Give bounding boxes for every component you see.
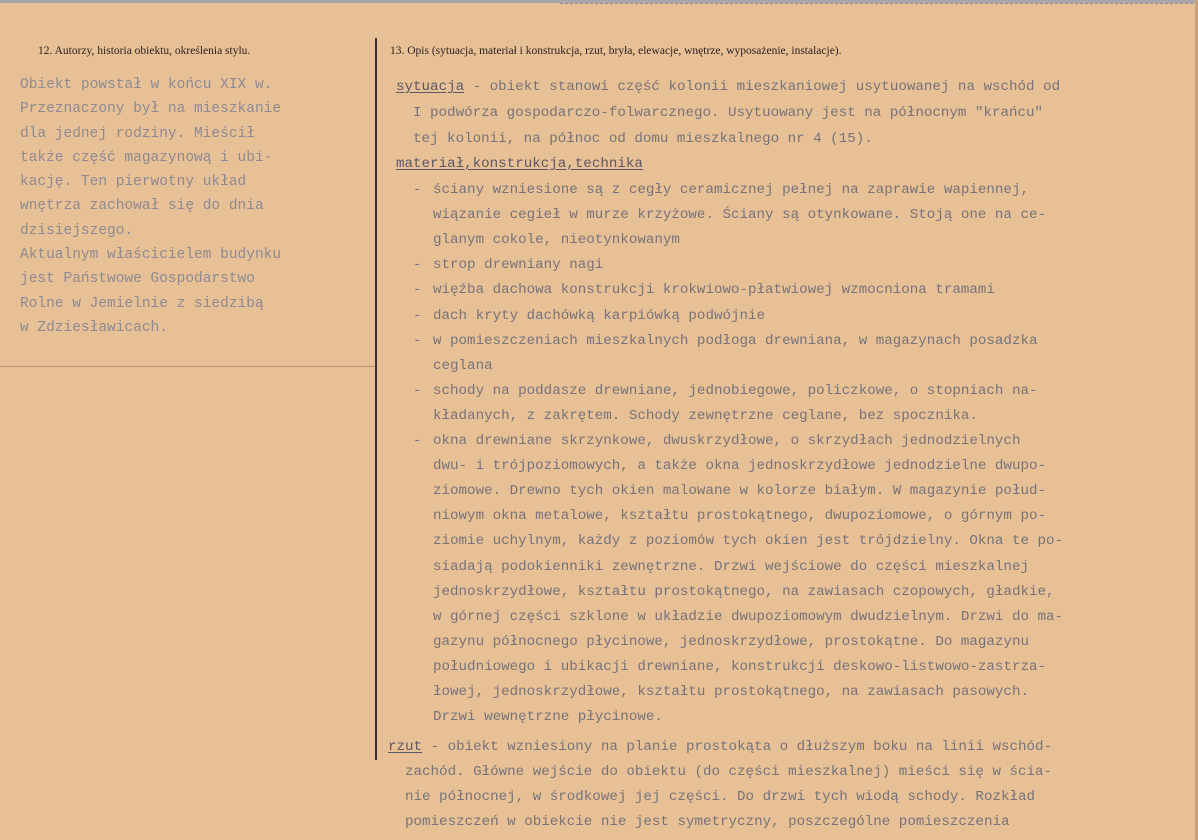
history-line: kację. Ten pierwotny układ — [20, 174, 247, 191]
section-13-header: 13. Opis (sytuacja, materiał i konstrukcja, rzut, bryła, elewacje, wnętrze, wyposażenie, instalacje). — [390, 45, 842, 57]
material-item-line: Drzwi wewnętrzne płycinowe. — [433, 709, 663, 726]
history-line: także część magazynową i ubi- — [20, 149, 273, 166]
material-item-line: wiązanie cegieł w murze krzyżowe. Ściany są otynkowane. Stoją one na ce- — [433, 207, 1046, 224]
situation-line: tej kolonii, na północ od domu mieszkalnego nr 4 (15). — [413, 131, 873, 147]
material-item-first-line — [413, 433, 1020, 449]
history-line: w Zdziesławicach. — [20, 319, 168, 336]
history-line: jest Państwowe Gospodarstwo — [20, 271, 255, 288]
plan-line: nie północnej, w środkowej jej części. Do drzwi tych wiodą schody. Rozkład — [405, 789, 1036, 805]
top-perforation — [560, 3, 1198, 4]
bullet-dash: - — [413, 257, 422, 274]
material-item-line: południowego i ubikacji drewniane, konstrukcji deskowo-listwowo-zastrza- — [433, 658, 1046, 675]
material-item-line: ceglana — [433, 357, 493, 374]
situation-first-line — [396, 79, 1060, 95]
history-line: dla jednej rodziny. Mieścił — [20, 125, 255, 142]
history-line: Obiekt powstał w końcu XIX w. — [20, 77, 273, 93]
history-line: Aktualnym właścicielem budynku — [20, 247, 282, 264]
material-item-line: siadają podokienniki zewnętrzne. Drzwi wejściowe do części mieszkalnej — [433, 558, 1029, 575]
material-item-line: niowym okna metalowe, kształtu prostokątnego, dwupoziomowe, o górnym po- — [433, 508, 1046, 525]
situation-line: I podwórza gospodarczo-folwarcznego. Usytuowany jest na północnym "krańcu" — [413, 105, 1044, 121]
bullet-dash: - — [413, 332, 422, 349]
material-item-first-line — [413, 182, 1029, 198]
material-item-line: w górnej części szklone w układzie dwupoziomowym dwudzielnym. Drzwi do ma- — [433, 608, 1064, 625]
history-text — [20, 73, 370, 340]
situation-text: - obiekt stanowi część kolonii mieszkaniowej usytuowanej na wschód od — [464, 79, 1061, 95]
material-item-text: schody na poddasze drewniane, jednobiegowe, policzkowe, o stopniach na- — [433, 382, 1038, 399]
bullet-dash: - — [413, 433, 422, 449]
material-item-text: w pomieszczeniach mieszkalnych podłoga drewniana, w magazynach posadzka — [433, 332, 1038, 349]
history-line: wnętrza zachował się do dnia — [20, 198, 264, 215]
history-line: dzisiejszego. — [20, 222, 134, 239]
material-item-first-line — [413, 257, 603, 273]
plan-line: zachód. Główne wejście do obiektu (do części mieszkalnej) mieści się w ścia- — [405, 764, 1053, 780]
situation-heading: sytuacja — [396, 79, 465, 95]
material-item-line: glanym cokole, nieotynkowanym — [433, 232, 680, 249]
material-item-line: ziomie uchylnym, każdy z poziomów tych okien jest trójdzielny. Okna te po- — [433, 533, 1064, 550]
material-item-text: ściany wzniesione są z cegły ceramicznej pełnej na zaprawie wapiennej, — [433, 182, 1029, 198]
material-item-text: okna drewniane skrzynkowe, dwuskrzydłowe, o skrzydłach jednodzielnych — [433, 433, 1021, 449]
material-item-first-line — [413, 308, 765, 324]
material-item-first-line — [413, 383, 1038, 399]
material-item-line: gazynu północnego płycinowe, jednoskrzydłowe, prostokątne. Do magazynu — [433, 633, 1029, 650]
material-heading: materiał,konstrukcja,technika — [396, 156, 643, 172]
history-line: Przeznaczony był na mieszkanie — [20, 101, 282, 118]
plan-first-line — [388, 739, 1052, 755]
section-12-header: 12. Autorzy, historia obiektu, określenia stylu. — [38, 45, 251, 57]
plan-heading: rzut — [388, 739, 423, 755]
history-line: Rolne w Jemielnie z siedzibą — [20, 295, 264, 312]
material-item-line: kładanych, z zakrętem. Schody zewnętrzne ceglane, bez spocznika. — [433, 407, 978, 424]
left-section-divider — [0, 366, 375, 367]
material-item-line: łowej, jednoskrzydłowe, kształtu prostokątnego, na zawiasach pasowych. — [433, 684, 1029, 700]
material-item-line: ziomowe. Drewno tych okien malowane w kolorze białym. W magazynie połud- — [433, 483, 1046, 500]
material-heading-line — [396, 156, 643, 172]
bullet-dash: - — [413, 382, 422, 399]
material-item-line: jednoskrzydłowe, kształtu prostokątnego, na zawiasach czopowych, gładkie, — [433, 583, 1055, 600]
bullet-dash: - — [413, 282, 422, 299]
material-item-line: dwu- i trójpoziomowych, a także okna jednoskrzydłowe jednodzielne dwupo- — [433, 458, 1046, 475]
plan-text: - obiekt wzniesiony na planie prostokąta o dłuższym boku na linii wschód- — [422, 739, 1053, 755]
column-divider — [375, 38, 377, 760]
plan-line: pomieszczeń w obiekcie nie jest symetryczny, poszczególne pomieszczenia — [405, 814, 1010, 830]
material-item-text: dach kryty dachówką karpiówką podwójnie — [433, 307, 766, 324]
material-item-text: więźba dachowa konstrukcji krokwiowo-płatwiowej wzmocniona tramami — [433, 282, 995, 299]
material-item-first-line — [413, 282, 995, 298]
bullet-dash: - — [413, 307, 422, 324]
material-item-first-line — [413, 333, 1038, 349]
bullet-dash: - — [413, 182, 422, 198]
material-item-text: strop drewniany nagi — [433, 257, 604, 274]
